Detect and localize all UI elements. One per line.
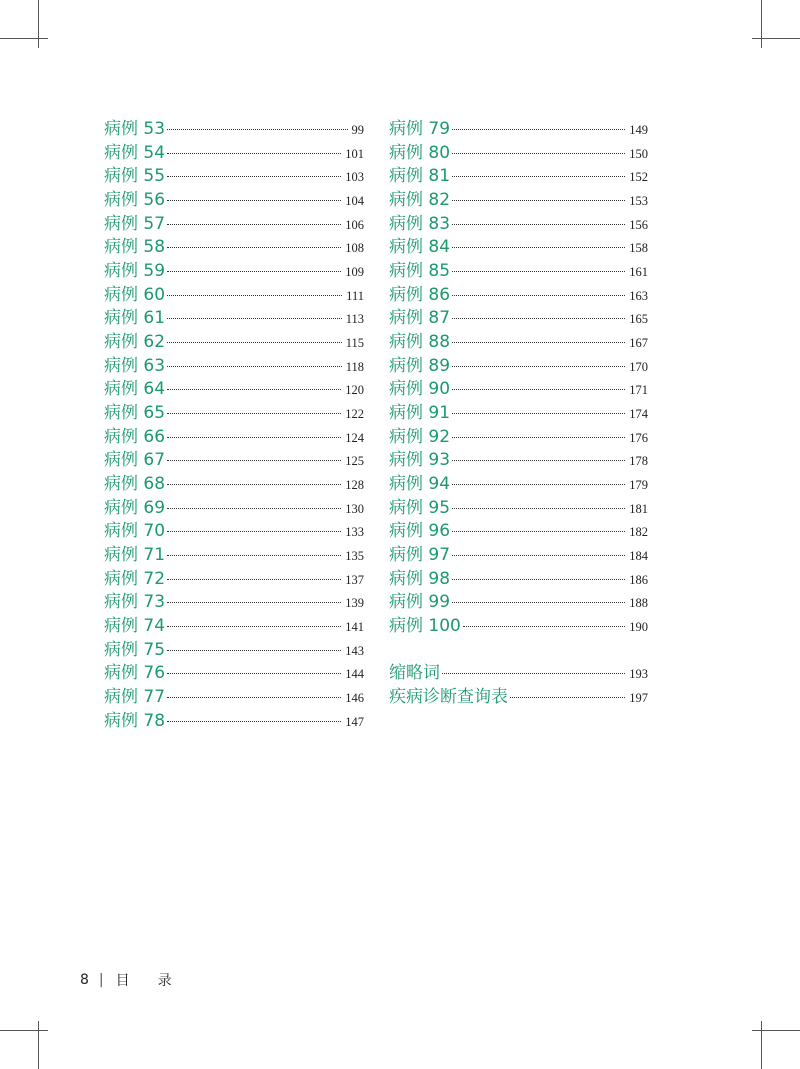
toc-entry-label: 病例 84 [389, 237, 451, 258]
dot-leader [167, 318, 342, 319]
toc-entry-label: 疾病诊断查询表 [389, 687, 508, 708]
toc-column-right [389, 118, 648, 710]
toc-entry[interactable] [389, 355, 648, 379]
toc-entry[interactable] [389, 615, 648, 639]
dot-leader [167, 295, 342, 296]
toc-entry[interactable] [389, 449, 648, 473]
toc-entry-label: 病例 64 [104, 379, 166, 400]
toc-entry[interactable] [104, 497, 364, 521]
toc-entry-page: 188 [629, 596, 648, 611]
toc-entry[interactable] [104, 142, 364, 166]
dot-leader [452, 176, 625, 177]
toc-entry-label: 病例 62 [104, 332, 166, 353]
toc-entry-label: 病例 60 [104, 284, 166, 305]
toc-entry[interactable] [104, 520, 364, 544]
toc-entry-label: 病例 56 [104, 190, 166, 211]
toc-entry-page: 167 [629, 336, 648, 351]
toc-entry-page: 115 [345, 336, 364, 351]
toc-entry-page: 179 [629, 478, 648, 493]
toc-entry-page: 158 [629, 241, 648, 256]
dot-leader [452, 413, 625, 414]
toc-entry[interactable] [389, 378, 648, 402]
dot-leader [167, 389, 341, 390]
toc-entry[interactable] [104, 402, 364, 426]
toc-entry-page: 104 [345, 194, 364, 209]
toc-entry[interactable] [389, 331, 648, 355]
toc-entry-page: 161 [629, 265, 648, 280]
dot-leader [452, 129, 625, 130]
toc-entry-page: 99 [351, 123, 364, 137]
toc-entry-page: 106 [345, 217, 364, 232]
toc-entry-page: 152 [629, 170, 648, 185]
toc-entry-page: 197 [629, 691, 648, 706]
toc-entry-label: 病例 57 [104, 213, 166, 234]
toc-column-left [104, 118, 364, 733]
toc-entry-label: 病例 100 [389, 616, 461, 637]
toc-entry-label: 病例 83 [389, 213, 451, 234]
toc-entry[interactable] [104, 473, 364, 497]
toc-entry[interactable] [104, 449, 364, 473]
toc-entry-page: 137 [345, 572, 364, 587]
toc-entry-page: 182 [629, 525, 648, 540]
toc-entry[interactable] [104, 213, 364, 237]
toc-entry-label: 病例 54 [104, 142, 166, 163]
toc-entry[interactable] [104, 189, 364, 213]
toc-entry-page: 122 [345, 407, 364, 422]
toc-entry-label: 病例 68 [104, 474, 166, 495]
toc-entry-label: 病例 79 [389, 119, 451, 139]
toc-entry-page: 163 [629, 288, 648, 303]
toc-entry-label: 病例 90 [389, 379, 451, 400]
dot-leader [452, 555, 625, 556]
toc-entry-label: 病例 93 [389, 450, 451, 471]
dot-leader [167, 555, 341, 556]
toc-entry[interactable] [104, 378, 364, 402]
toc-entry[interactable] [104, 118, 364, 142]
toc-entry-label: 病例 86 [389, 284, 451, 305]
dot-leader [167, 366, 342, 367]
toc-entry-page: 146 [345, 691, 364, 706]
dot-leader [167, 129, 347, 130]
toc-entry-label: 病例 53 [104, 119, 166, 139]
toc-entry-page: 176 [629, 430, 648, 445]
toc-entry-label: 病例 99 [389, 592, 451, 613]
toc-entry-label: 病例 96 [389, 521, 451, 542]
dot-leader [452, 579, 625, 580]
toc-entry-label: 病例 94 [389, 474, 451, 495]
toc-entry[interactable] [389, 307, 648, 331]
toc-entry-page: 109 [345, 265, 364, 280]
toc-entry[interactable] [104, 639, 364, 663]
toc-entry[interactable] [104, 568, 364, 592]
toc-entry-label: 病例 61 [104, 308, 166, 329]
toc-entry-page: 141 [345, 620, 364, 635]
dot-leader [452, 508, 625, 509]
toc-entry-label: 病例 81 [389, 166, 451, 187]
dot-leader [452, 460, 625, 461]
toc-entry[interactable] [389, 591, 648, 615]
toc-entry-label: 病例 55 [104, 166, 166, 187]
dot-leader [167, 626, 341, 627]
dot-leader [167, 176, 341, 177]
toc-entry-page: 156 [629, 217, 648, 232]
toc-entry-label: 病例 92 [389, 426, 451, 447]
toc-entry[interactable] [389, 544, 648, 568]
dot-leader [463, 626, 625, 627]
toc-entry-label: 病例 63 [104, 355, 166, 376]
toc-entry-label: 病例 58 [104, 237, 166, 258]
section-gap [389, 639, 648, 663]
toc-entry[interactable] [104, 662, 364, 686]
toc-entry-label: 病例 80 [389, 142, 451, 163]
toc-entry-label: 病例 78 [104, 710, 166, 731]
toc-entry[interactable] [389, 402, 648, 426]
toc-entry[interactable] [389, 165, 648, 189]
toc-entry[interactable] [104, 426, 364, 450]
running-title-char-1: 目 [115, 973, 130, 989]
toc-entry-page: 125 [345, 454, 364, 469]
toc-entry[interactable] [389, 189, 648, 213]
toc-entry[interactable] [389, 520, 648, 544]
dot-leader [167, 413, 341, 414]
toc-entry-page: 101 [345, 146, 364, 161]
toc-entry-page: 118 [345, 359, 364, 374]
toc-entry-label: 病例 89 [389, 355, 451, 376]
toc-entry-label: 病例 70 [104, 521, 166, 542]
toc-entry-label: 病例 95 [389, 497, 451, 518]
toc-entry-label: 病例 74 [104, 616, 166, 637]
toc-entry[interactable] [104, 615, 364, 639]
toc-entry[interactable] [389, 118, 648, 142]
dot-leader [167, 721, 341, 722]
toc-entry[interactable] [389, 426, 648, 450]
dot-leader [452, 531, 625, 532]
toc-entry-label: 病例 82 [389, 190, 451, 211]
dot-leader [510, 697, 625, 698]
toc-entry-label: 病例 71 [104, 545, 166, 566]
dot-leader [167, 342, 342, 343]
toc-entry-page: 190 [629, 620, 648, 635]
dot-leader [452, 342, 625, 343]
toc-entry-page: 135 [345, 549, 364, 564]
toc-entry[interactable] [389, 284, 648, 308]
toc-entry-label: 病例 85 [389, 261, 451, 282]
toc-entry-label: 病例 98 [389, 568, 451, 589]
toc-entry-page: 133 [345, 525, 364, 540]
dot-leader [167, 153, 341, 154]
toc-entry[interactable] [389, 662, 648, 686]
toc-entry-page: 130 [345, 501, 364, 516]
toc-entry-label: 病例 66 [104, 426, 166, 447]
toc-entry-label: 病例 73 [104, 592, 166, 613]
dot-leader [167, 460, 341, 461]
dot-leader [167, 650, 341, 651]
toc-entry-label: 病例 77 [104, 687, 166, 708]
toc-entry[interactable] [389, 568, 648, 592]
dot-leader [167, 484, 341, 485]
dot-leader [167, 531, 341, 532]
toc-entry[interactable] [104, 331, 364, 355]
toc-entry-page: 139 [345, 596, 364, 611]
dot-leader [167, 579, 341, 580]
dot-leader [167, 437, 341, 438]
dot-leader [452, 295, 625, 296]
toc-entry-page: 113 [345, 312, 364, 327]
toc-entry[interactable] [104, 355, 364, 379]
dot-leader [442, 673, 625, 674]
toc-entry[interactable] [389, 260, 648, 284]
toc-entry-page: 170 [629, 359, 648, 374]
toc-entry-page: 174 [629, 407, 648, 422]
dot-leader [167, 247, 341, 248]
toc-entry-page: 171 [629, 383, 648, 398]
toc-entry-page: 144 [345, 667, 364, 682]
dot-leader [452, 602, 625, 603]
toc-entry-page: 128 [345, 478, 364, 493]
dot-leader [167, 673, 341, 674]
toc-entry-label: 病例 65 [104, 403, 166, 424]
toc-entry[interactable] [104, 260, 364, 284]
toc-entry[interactable] [104, 307, 364, 331]
toc-entry[interactable] [389, 497, 648, 521]
toc-entry-page: 108 [345, 241, 364, 256]
dot-leader [452, 366, 625, 367]
dot-leader [452, 153, 625, 154]
dot-leader [167, 508, 341, 509]
dot-leader [452, 484, 625, 485]
toc-entry[interactable] [104, 591, 364, 615]
toc-entry-label: 病例 75 [104, 639, 166, 660]
toc-entry[interactable] [104, 710, 364, 734]
toc-entry[interactable] [104, 165, 364, 189]
toc-entry-page: 193 [629, 667, 648, 682]
toc-entry[interactable] [389, 142, 648, 166]
toc-entry-label: 病例 97 [389, 545, 451, 566]
toc-entry-page: 153 [629, 194, 648, 209]
running-title-char-2: 录 [157, 973, 172, 989]
toc-entry-page: 181 [629, 501, 648, 516]
toc-entry-label: 病例 91 [389, 403, 451, 424]
toc-entry-page: 184 [629, 549, 648, 564]
toc-entry[interactable] [104, 284, 364, 308]
toc-entry-label: 病例 87 [389, 308, 451, 329]
dot-leader [452, 318, 625, 319]
page-number: 8 [80, 972, 89, 988]
toc-entry[interactable] [389, 213, 648, 237]
toc-entry-page: 147 [345, 714, 364, 729]
page-footer [80, 970, 172, 990]
toc-entry-page: 120 [345, 383, 364, 398]
dot-leader [452, 437, 625, 438]
toc-entry[interactable] [104, 544, 364, 568]
toc-entry-page: 143 [345, 643, 364, 658]
dot-leader [167, 200, 341, 201]
toc-entry-page: 103 [345, 170, 364, 185]
toc-entry-label: 病例 76 [104, 663, 166, 684]
dot-leader [452, 200, 625, 201]
dot-leader [167, 697, 341, 698]
dot-leader [452, 224, 625, 225]
dot-leader [167, 602, 341, 603]
toc-entry-page: 178 [629, 454, 648, 469]
toc-entry[interactable] [104, 686, 364, 710]
toc-entry-page: 149 [629, 123, 648, 137]
dot-leader [167, 271, 341, 272]
toc-entry-page: 150 [629, 146, 648, 161]
toc-entry-label: 病例 72 [104, 568, 166, 589]
toc-entry-page: 186 [629, 572, 648, 587]
dot-leader [452, 389, 625, 390]
toc-entry[interactable] [389, 236, 648, 260]
toc-entry-page: 124 [345, 430, 364, 445]
toc-entry-label: 病例 59 [104, 261, 166, 282]
toc-entry-page: 165 [629, 312, 648, 327]
dot-leader [167, 224, 341, 225]
toc-entry[interactable] [389, 686, 648, 710]
toc-entry-page: 111 [346, 288, 364, 303]
toc-entry[interactable] [389, 473, 648, 497]
dot-leader [452, 247, 625, 248]
toc-entry-label: 病例 67 [104, 450, 166, 471]
toc-entry-label: 病例 88 [389, 332, 451, 353]
footer-separator: | [98, 972, 104, 988]
dot-leader [452, 271, 625, 272]
toc-entry-label: 病例 69 [104, 497, 166, 518]
toc-entry[interactable] [104, 236, 364, 260]
toc-entry-label: 缩略词 [389, 663, 440, 684]
